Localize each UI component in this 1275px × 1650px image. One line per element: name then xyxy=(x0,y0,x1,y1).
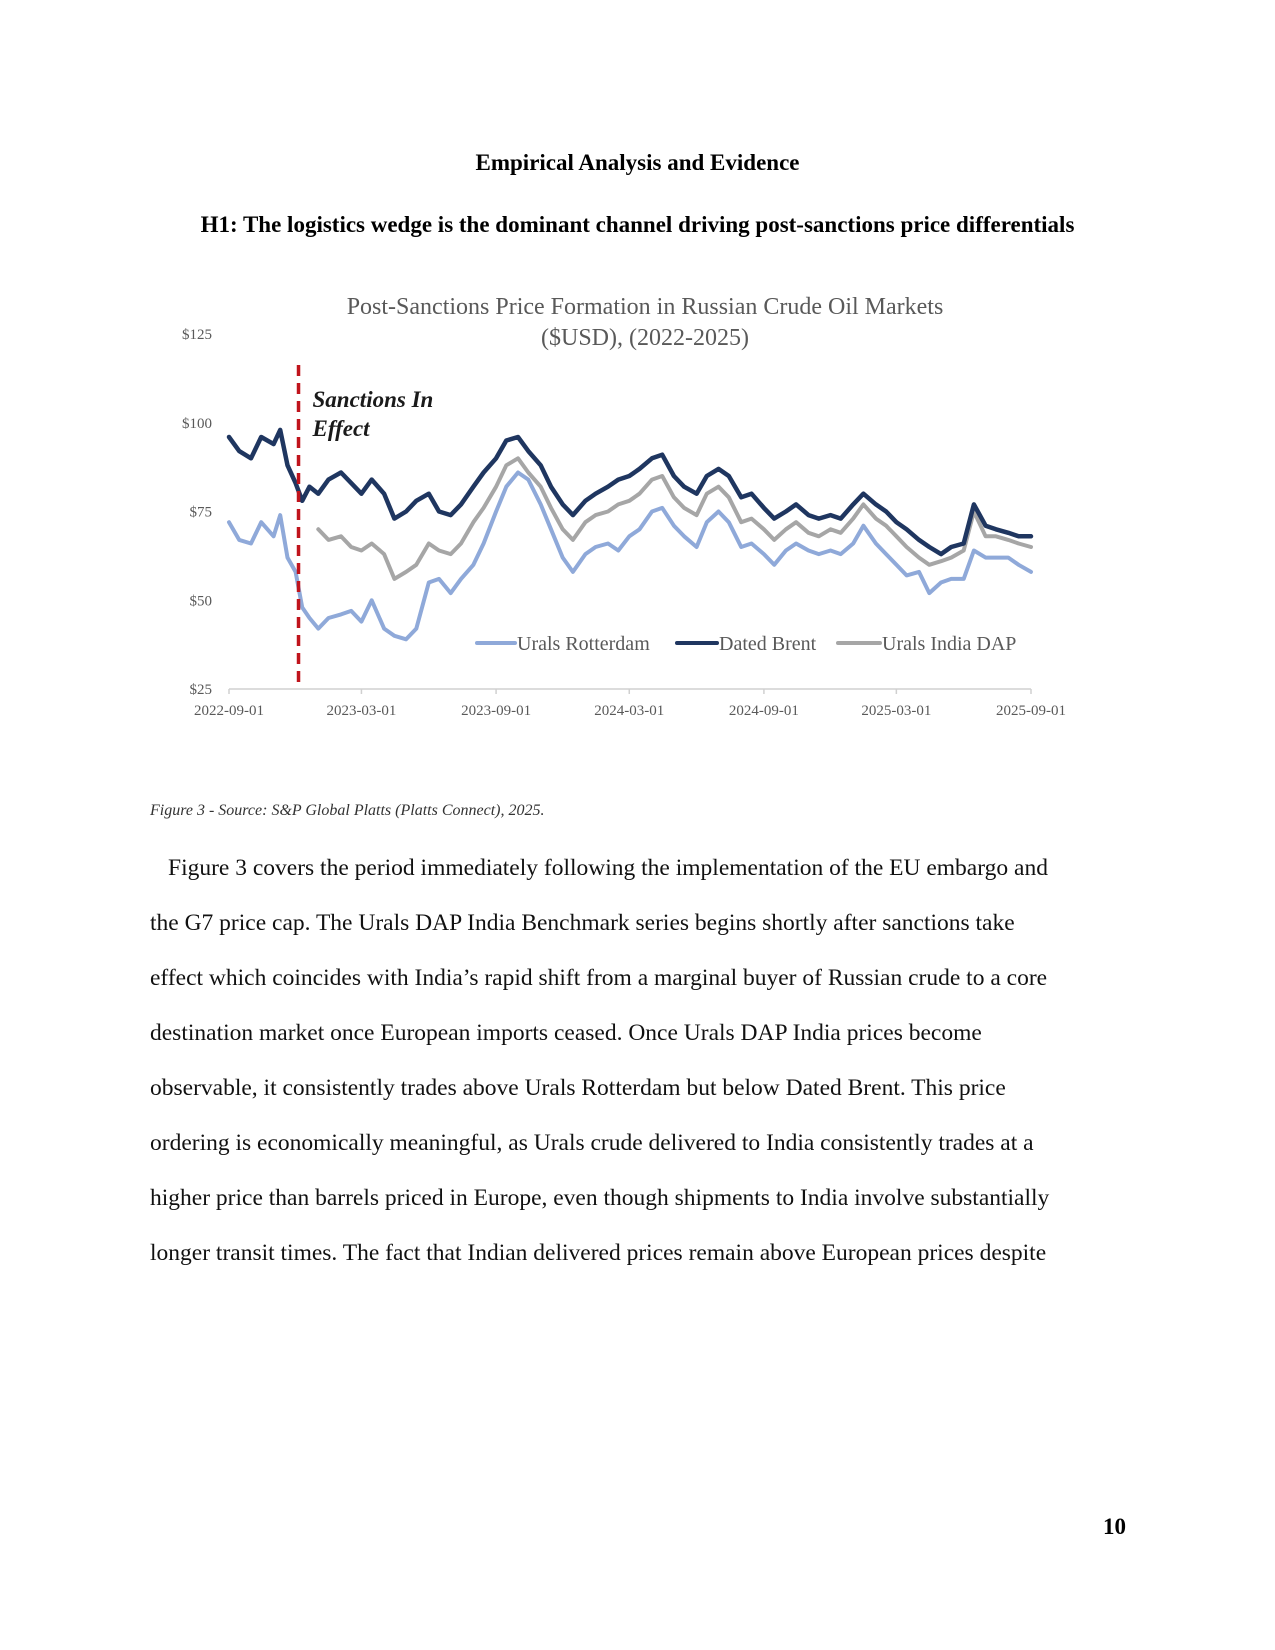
x-tick-label: 2025-03-01 xyxy=(861,703,932,719)
x-tick-label: 2023-09-01 xyxy=(461,703,532,719)
figure-caption: Figure 3 - Source: S&P Global Platts (Platts Connect), 2025. xyxy=(150,802,545,819)
x-tick-label: 2024-03-01 xyxy=(594,703,665,719)
paragraph-line: observable, it consistently trades above Urals Rotterdam but below Dated Brent. This price xyxy=(150,1075,1006,1101)
y-tick-label: $125 xyxy=(182,327,212,343)
legend-label: Dated Brent xyxy=(719,633,817,655)
legend-label: Urals India DAP xyxy=(882,633,1017,655)
x-tick-label: 2023-03-01 xyxy=(326,703,397,719)
y-tick-label: $25 xyxy=(189,682,212,698)
paragraph-line: the G7 price cap. The Urals DAP India Benchmark series begins shortly after sanctions take xyxy=(150,910,1015,936)
section-heading: Empirical Analysis and Evidence xyxy=(475,150,800,175)
sanctions-annotation xyxy=(299,365,434,687)
chart-title: Post-Sanctions Price Formation in Russian Crude Oil Markets xyxy=(346,295,944,320)
sanctions-label-line: Sanctions In xyxy=(312,387,434,412)
sanctions-label-line: Effect xyxy=(312,416,370,441)
paragraph-line: destination market once European imports ceased. Once Urals DAP India prices become xyxy=(150,1020,982,1046)
paragraph-line: effect which coincides with India’s rapid shift from a marginal buyer of Russian crude to a core xyxy=(150,965,1048,991)
y-tick-label: $100 xyxy=(182,415,212,432)
hypothesis-heading: H1: The logistics wedge is the dominant channel driving post-sanctions price differentials xyxy=(200,212,1075,237)
price-chart xyxy=(150,295,1140,765)
x-tick-label: 2022-09-01 xyxy=(194,703,264,719)
chart-subtitle: ($USD), (2022-2025) xyxy=(541,325,749,351)
y-tick-label: $50 xyxy=(189,593,212,610)
page-number: 10 xyxy=(1103,1514,1126,1539)
series-line-urals-rotterdam xyxy=(229,473,1031,640)
x-tick-label: 2025-09-01 xyxy=(996,703,1066,719)
x-axis xyxy=(194,689,1066,719)
paragraph-line: ordering is economically meaningful, as Urals crude delivered to India consistently trades at a xyxy=(150,1130,1034,1156)
series-layer xyxy=(229,430,1031,639)
price-chart-svg xyxy=(150,295,1140,765)
paragraph-line: higher price than barrels priced in Europe, even though shipments to India involve substantially xyxy=(150,1185,1050,1211)
y-tick-label: $75 xyxy=(189,504,212,521)
y-axis xyxy=(182,327,212,698)
paragraph-line: Figure 3 covers the period immediately following the implementation of the EU embargo and xyxy=(168,855,1048,881)
legend-label: Urals Rotterdam xyxy=(517,633,650,655)
chart-legend xyxy=(477,633,1016,655)
x-tick-label: 2024-09-01 xyxy=(728,703,799,719)
paragraph-line: longer transit times. The fact that Indian delivered prices remain above European prices despite xyxy=(150,1240,1047,1266)
